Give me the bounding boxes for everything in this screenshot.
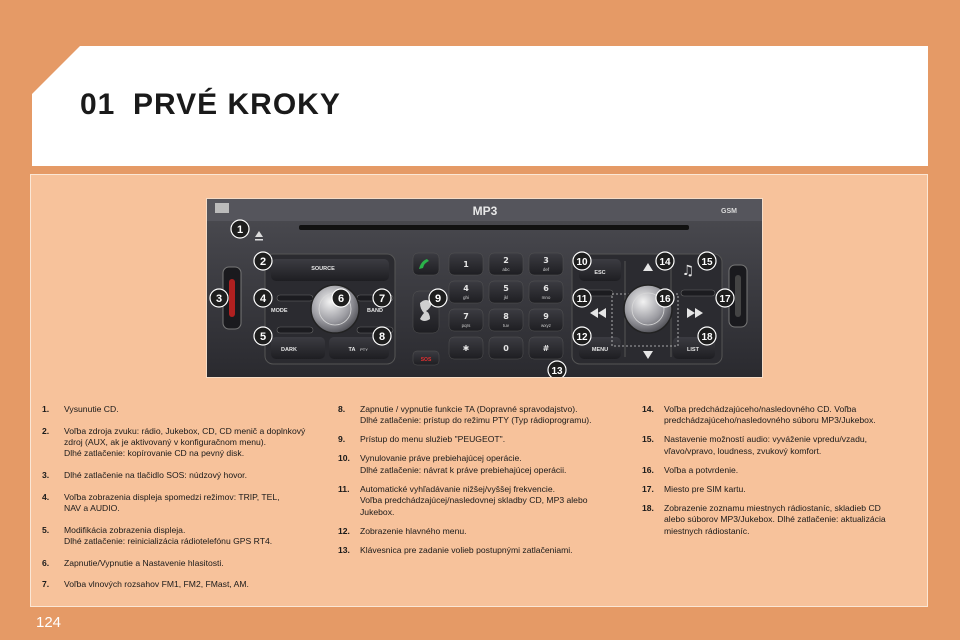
instruction-line: Dlhé zatlačenie: kopírovanie CD na pevný disk. bbox=[64, 448, 245, 459]
callout-number: 15 bbox=[701, 257, 713, 268]
instruction-line: NAV a AUDIO. bbox=[64, 503, 120, 513]
keypad-digit: 8 bbox=[503, 312, 509, 321]
keypad-letters: wxyz bbox=[541, 323, 551, 328]
callout-7 bbox=[373, 289, 391, 307]
instruction-text bbox=[64, 492, 322, 515]
instruction-number: 4. bbox=[42, 491, 50, 502]
keypad-key bbox=[449, 309, 483, 331]
dark-label: DARK bbox=[281, 347, 297, 353]
instruction-line: Dlhé zatlačenie: návrat k práve prebiehajúcej operácii. bbox=[360, 464, 567, 475]
menu-label: MENU bbox=[591, 347, 609, 353]
callout-13 bbox=[548, 361, 566, 377]
cd-logo-icon bbox=[215, 203, 229, 213]
keypad-key bbox=[449, 337, 483, 359]
instructions-col-2 bbox=[338, 404, 623, 564]
cd-slot bbox=[299, 225, 689, 230]
instruction-number: 14. bbox=[642, 404, 654, 414]
instruction-number: 17. bbox=[642, 483, 654, 494]
instruction-text bbox=[64, 426, 322, 460]
instruction-line: predchádzajúceho/nasledovného súboru MP3/Jukebox. bbox=[664, 415, 876, 426]
callout-number: 6 bbox=[337, 293, 345, 305]
keypad-digit: 3 bbox=[543, 256, 549, 265]
callout-number: 4 bbox=[259, 293, 267, 305]
instruction-line: Voľba zdroja zvuku: rádio, Jukebox, CD, CD menič a doplnkový bbox=[64, 425, 306, 436]
instruction-line: Dlhé zatlačenie: prístup do režimu PTY (Typ rádioprogramu). bbox=[360, 415, 592, 426]
phone-button bbox=[413, 253, 439, 275]
instruction-text bbox=[360, 453, 623, 476]
radio-diagram bbox=[206, 198, 763, 378]
instruction-line: Voľba predchádzajúcej/nasledovnej skladby CD, MP3 alebo bbox=[360, 495, 588, 506]
instruction-text bbox=[64, 558, 322, 569]
instruction-item bbox=[338, 545, 623, 556]
instruction-number: 6. bbox=[42, 557, 50, 568]
callout-4 bbox=[254, 289, 272, 307]
keypad-letters: abc bbox=[502, 267, 510, 272]
callout-number: 5 bbox=[259, 331, 267, 343]
instruction-text bbox=[664, 434, 922, 457]
keypad-digit: ✱ bbox=[462, 344, 470, 353]
instruction-line: Dlhé zatlačenie na tlačidlo SOS: núdzový hovor. bbox=[64, 470, 247, 480]
dark-button bbox=[271, 337, 325, 359]
callout-number: 16 bbox=[659, 294, 671, 305]
callout-number: 9 bbox=[434, 293, 442, 305]
pty-label: PTY bbox=[360, 347, 368, 352]
instruction-item bbox=[42, 525, 322, 548]
instruction-line: Voľba vlnových rozsahov FM1, FM2, FMast, AM. bbox=[64, 579, 249, 590]
band-label: BAND bbox=[367, 308, 383, 314]
instruction-item bbox=[338, 404, 623, 427]
callout-3 bbox=[210, 289, 228, 307]
callout-11 bbox=[573, 289, 591, 307]
instruction-text bbox=[664, 484, 922, 495]
instruction-text bbox=[360, 404, 623, 427]
instruction-text bbox=[360, 526, 623, 537]
instruction-line: Vynulovanie práve prebiehajúcej operácie. bbox=[360, 453, 522, 464]
instruction-line: Modifikácia zobrazenia displeja. bbox=[64, 524, 186, 535]
keypad-letters: def bbox=[542, 267, 550, 272]
keypad-key bbox=[489, 337, 523, 359]
callout-number: 7 bbox=[378, 293, 386, 305]
keypad-digit: 0 bbox=[503, 344, 509, 353]
instruction-item bbox=[642, 404, 922, 427]
callout-number: 13 bbox=[551, 366, 563, 377]
instruction-text bbox=[64, 404, 322, 415]
callout-2 bbox=[254, 252, 272, 270]
instruction-item bbox=[338, 434, 623, 445]
instruction-number: 3. bbox=[42, 470, 50, 480]
callout-6 bbox=[332, 289, 350, 307]
instruction-line: Nastavenie možností audio: vyváženie vpredu/vzadu, bbox=[664, 434, 868, 445]
keypad-digit: 5 bbox=[503, 284, 509, 293]
instructions-col-3 bbox=[642, 404, 922, 545]
keypad-digit: 4 bbox=[463, 284, 469, 293]
instruction-line: Dlhé zatlačenie: reinicializácia rádiotelefónu GPS RT4. bbox=[64, 536, 273, 546]
instruction-number: 2. bbox=[42, 425, 50, 436]
instruction-line: miestnych rádiostaníc. bbox=[664, 525, 750, 536]
instruction-line: Prístup do menu služieb "PEUGEOT". bbox=[360, 434, 506, 445]
instruction-number: 12. bbox=[338, 525, 350, 536]
keypad-key bbox=[529, 309, 563, 331]
instruction-line: Zobrazenie zoznamu miestnych rádiostaníc, skladieb CD bbox=[664, 502, 881, 513]
instruction-line: Zapnutie / vypnutie funkcie TA (Dopravné spravodajstvo). bbox=[360, 404, 578, 414]
instruction-item bbox=[642, 503, 922, 537]
callout-number: 12 bbox=[576, 332, 588, 343]
instruction-line: alebo súborov MP3/Jukebox. Dlhé zatlačenie: aktualizácia bbox=[664, 514, 886, 525]
instruction-text bbox=[360, 434, 623, 445]
instruction-item bbox=[338, 526, 623, 537]
mode-label: MODE bbox=[271, 308, 288, 314]
instruction-line: Jukebox. bbox=[360, 506, 395, 517]
display-label: MP3 bbox=[472, 204, 498, 218]
instruction-line: zdroj (AUX, ak je aktivovaný v konfiguračnom menu). bbox=[64, 437, 267, 447]
instruction-line: Vysunutie CD. bbox=[64, 404, 119, 414]
instruction-text bbox=[664, 503, 922, 537]
keypad-letters: mno bbox=[541, 295, 551, 300]
callout-number: 14 bbox=[659, 257, 671, 268]
instruction-text bbox=[64, 525, 322, 548]
instruction-text bbox=[360, 484, 623, 518]
keypad-key bbox=[529, 281, 563, 303]
instruction-text bbox=[664, 465, 922, 476]
keypad-digit: 6 bbox=[543, 284, 549, 293]
keypad-key bbox=[489, 309, 523, 331]
instruction-item bbox=[42, 404, 322, 415]
instruction-item bbox=[42, 579, 322, 590]
instruction-number: 9. bbox=[338, 434, 346, 445]
callout-number: 11 bbox=[576, 294, 588, 305]
callout-number: 17 bbox=[719, 294, 731, 305]
chapter-title: PRVÉ KROKY bbox=[133, 88, 341, 121]
radio-illustration bbox=[207, 199, 762, 377]
instruction-text bbox=[64, 579, 322, 590]
callout-18 bbox=[698, 327, 716, 345]
sos-indicator bbox=[229, 279, 235, 317]
instruction-number: 11. bbox=[338, 483, 350, 494]
keypad-digit: # bbox=[542, 344, 550, 353]
instruction-item bbox=[42, 470, 322, 481]
callout-8 bbox=[373, 327, 391, 345]
instruction-line: Zapnutie/Vypnutie a Nastavenie hlasitosti. bbox=[64, 557, 224, 568]
instruction-text bbox=[360, 545, 623, 556]
keypad-digit: 7 bbox=[463, 312, 469, 321]
instruction-line: Voľba a potvrdenie. bbox=[664, 464, 739, 475]
list-label: LIST bbox=[687, 347, 699, 353]
instruction-number: 16. bbox=[642, 464, 654, 475]
instruction-number: 8. bbox=[338, 404, 346, 414]
callout-14 bbox=[656, 252, 674, 270]
instruction-item bbox=[42, 558, 322, 569]
music-note-icon: ♫ bbox=[681, 263, 695, 279]
instruction-line: Miesto pre SIM kartu. bbox=[664, 483, 746, 494]
callout-17 bbox=[716, 289, 734, 307]
keypad-letters: jkl bbox=[503, 295, 509, 300]
ta-label: TA bbox=[348, 347, 356, 353]
callout-1 bbox=[231, 220, 249, 238]
instruction-line: Klávesnica pre zadanie volieb postupnými zatlačeniami. bbox=[360, 544, 573, 555]
keypad-key bbox=[449, 253, 483, 275]
keypad-letters: pqrs bbox=[461, 323, 471, 328]
keypad-key bbox=[529, 253, 563, 275]
audio-button bbox=[681, 290, 715, 296]
keypad-key bbox=[489, 281, 523, 303]
instruction-item bbox=[42, 426, 322, 460]
instruction-line: Voľba zobrazenia displeja spomedzi režimov: TRIP, TEL, bbox=[64, 491, 280, 502]
instruction-number: 7. bbox=[42, 579, 50, 590]
callout-number: 1 bbox=[236, 224, 244, 236]
source-label: SOURCE bbox=[311, 266, 335, 272]
callout-number: 3 bbox=[215, 293, 223, 305]
keypad-letters: tuv bbox=[502, 323, 510, 328]
callout-16 bbox=[656, 289, 674, 307]
callout-number: 2 bbox=[259, 256, 267, 268]
instruction-number: 10. bbox=[338, 453, 350, 464]
callout-5 bbox=[254, 327, 272, 345]
callout-10 bbox=[573, 252, 591, 270]
callout-number: 10 bbox=[576, 257, 588, 268]
callout-15 bbox=[698, 252, 716, 270]
instruction-item bbox=[642, 434, 922, 457]
instructions-col-1 bbox=[42, 404, 322, 601]
keypad-digit: 2 bbox=[503, 256, 509, 265]
instruction-line: Zobrazenie hlavného menu. bbox=[360, 525, 467, 536]
keypad-digit: 9 bbox=[543, 312, 549, 321]
esc-label: ESC bbox=[594, 270, 606, 276]
keypad-key bbox=[489, 253, 523, 275]
dark-key bbox=[277, 327, 313, 333]
callout-number: 8 bbox=[378, 331, 386, 343]
instruction-item bbox=[642, 484, 922, 495]
instruction-text bbox=[64, 470, 322, 481]
mode-button bbox=[277, 295, 313, 301]
instruction-item bbox=[642, 465, 922, 476]
instruction-line: Automatické vyhľadávanie nižšej/vyššej frekvencie. bbox=[360, 483, 556, 494]
instruction-number: 1. bbox=[42, 404, 50, 414]
gsm-label: GSM bbox=[721, 208, 737, 215]
instruction-line: vľavo/vpravo, loudness, zvukový komfort. bbox=[664, 445, 822, 456]
instruction-item bbox=[338, 484, 623, 518]
instruction-text bbox=[664, 404, 922, 427]
keypad-key bbox=[449, 281, 483, 303]
instruction-number: 5. bbox=[42, 524, 50, 535]
keypad-letters: ghi bbox=[462, 295, 470, 300]
callout-9 bbox=[429, 289, 447, 307]
instruction-item bbox=[338, 453, 623, 476]
sos-label: SOS bbox=[420, 357, 432, 363]
instruction-item bbox=[42, 492, 322, 515]
instruction-number: 15. bbox=[642, 434, 654, 445]
chapter-number: 01 bbox=[80, 88, 116, 121]
callout-12 bbox=[573, 327, 591, 345]
keypad-key bbox=[529, 337, 563, 359]
keypad-digit: 1 bbox=[463, 260, 469, 269]
callout-number: 18 bbox=[701, 332, 713, 343]
page-number: 124 bbox=[36, 614, 62, 631]
instruction-number: 18. bbox=[642, 502, 654, 513]
sim-card-slot-inner bbox=[735, 275, 741, 317]
instruction-number: 13. bbox=[338, 544, 350, 555]
instruction-line: Voľba predchádzajúceho/nasledovného CD. Voľba bbox=[664, 404, 857, 414]
